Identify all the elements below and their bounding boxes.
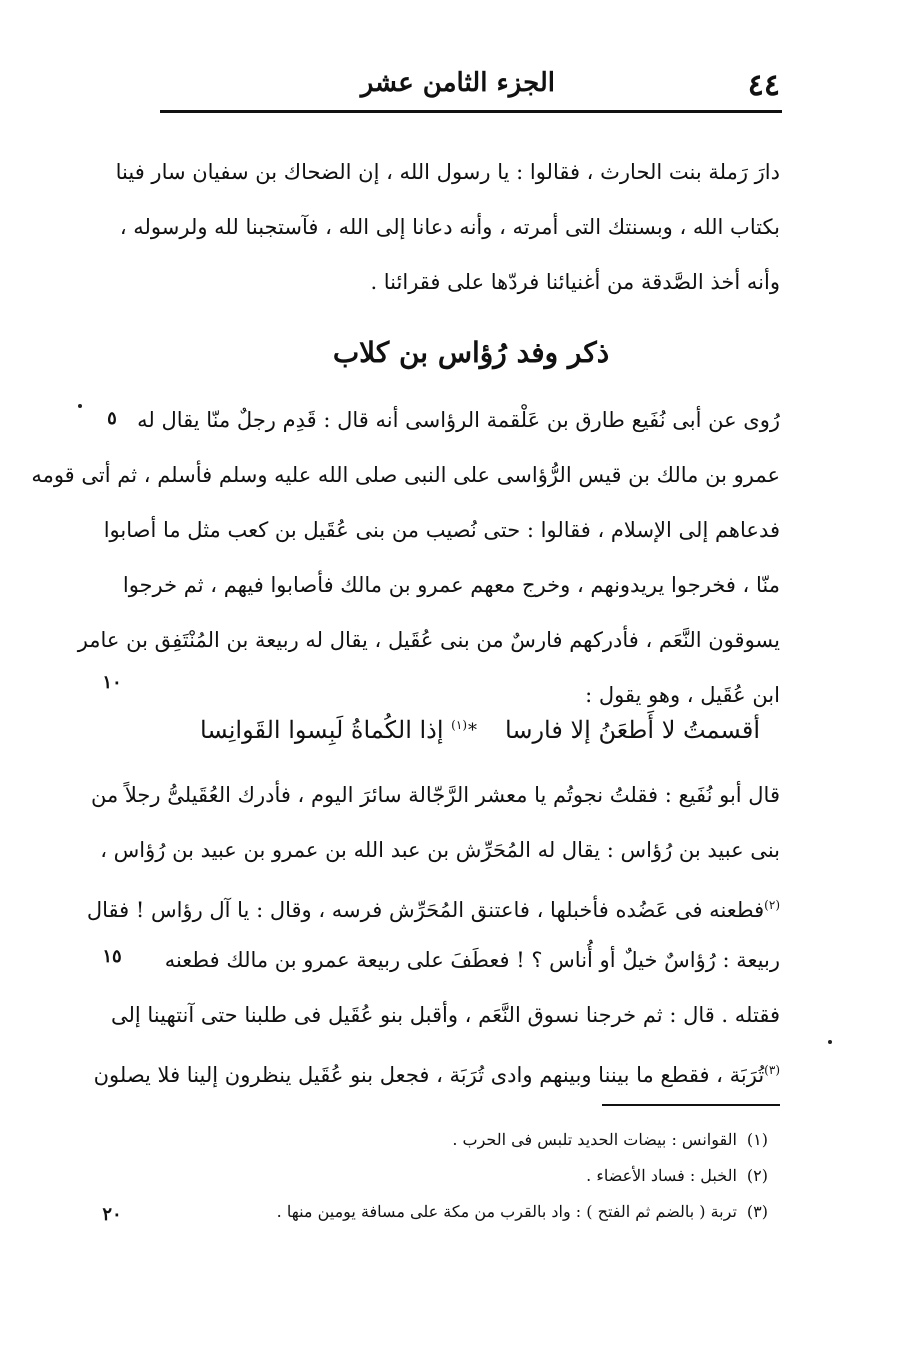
page-number: ٤٤ bbox=[747, 68, 780, 103]
poetry-verse bbox=[200, 708, 760, 758]
text-line: رُوى عن أبى نُفَيع طارق بن عَلْقمة الرؤاسى أنه قال : قَدِم رجلٌ منّا يقال له bbox=[137, 408, 780, 432]
text-line: فدعاهم إلى الإسلام ، فقالوا : حتى نُصيب من بنى عُقَيل بن كعب مثل ما أصابوا bbox=[103, 518, 780, 542]
text-line bbox=[86, 878, 780, 933]
text-line-content: تُرَبَة ، فقطع ما بيننا وبينهم وادى تُرَبَة ، فجعل بنو عُقَيل ينظرون إلينا فلا يصلون bbox=[93, 1063, 765, 1087]
footnote-marker: (١) bbox=[746, 1130, 768, 1149]
footnote-marker: (٣) bbox=[746, 1202, 768, 1221]
line-number-10: ١٠ bbox=[102, 672, 122, 693]
footnote-ref-2: (٢) bbox=[764, 898, 780, 912]
text-line: عمرو بن مالك بن قيس الرُّؤاسى على النبى صلى الله عليه وسلم فأسلم ، ثم أتى قومه bbox=[31, 463, 780, 487]
text-line bbox=[93, 1043, 780, 1098]
footnote-marker: (٢) bbox=[746, 1166, 768, 1185]
stray-dot-mark bbox=[828, 1040, 832, 1044]
text-line: بنى عبيد بن رُؤاس : يقال له المُحَرِّش بن عبد الله بن عمرو بن عبيد بن رُؤاس ، bbox=[100, 838, 780, 862]
footnote-text: الخبل : فساد الأعضاء . bbox=[586, 1166, 737, 1185]
verse-second-hemistich bbox=[200, 716, 467, 744]
line-number-20: ٢٠ bbox=[102, 1204, 122, 1225]
verse-separator: * bbox=[468, 720, 477, 741]
footnote-item bbox=[200, 1158, 768, 1194]
section-heading: ذكر وفد رُؤاس بن كلاب bbox=[332, 336, 610, 369]
header-rule bbox=[160, 110, 782, 113]
running-title: الجزء الثامن عشر bbox=[360, 68, 555, 98]
line-number-5: ٥ bbox=[107, 408, 117, 429]
footnote-ref-3: (٣) bbox=[764, 1063, 780, 1077]
stray-dot-mark bbox=[78, 404, 82, 408]
text-line: وأنه أخذ الصَّدقة من أغنيائنا فردّها على فقرائنا . bbox=[370, 270, 780, 294]
footnote-item bbox=[200, 1194, 768, 1230]
text-line: بكتاب الله ، وبسنتك التى أمرته ، وأنه دعانا إلى الله ، فآستجبنا لله ولرسوله ، bbox=[119, 215, 780, 239]
footnote-ref-1: (١) bbox=[451, 718, 467, 732]
text-line-content: فطعنه فى عَضُده فأخبلها ، فاعتنق المُحَرِّش فرسه ، وقال : يا آل رؤاس ! فقال bbox=[86, 898, 765, 922]
text-line: دارَ رَملة بنت الحارث ، فقالوا : يا رسول الله ، إن الضحاك بن سفيان سار فينا bbox=[115, 160, 780, 184]
footnote-item bbox=[200, 1122, 768, 1158]
footnote-text: تربة ( بالضم ثم الفتح ) : واد بالقرب من مكة على مسافة يومين منها . bbox=[276, 1202, 737, 1221]
text-line: يسوقون النَّعَم ، فأدركهم فارسٌ من بنى عُقَيل ، يقال له ربيعة بن المُنْتَفِق بن عامر bbox=[77, 628, 780, 652]
footnote-text: القوانس : بيضات الحديد تلبس فى الحرب . bbox=[452, 1130, 737, 1149]
page-header bbox=[160, 66, 780, 106]
text-line: فقتله . قال : ثم خرجنا نسوق النَّعَم ، وأقبل بنو عُقَيل فى طلبنا حتى آنتهينا إلى bbox=[110, 1003, 780, 1027]
footnotes bbox=[200, 1122, 768, 1230]
paragraph-1 bbox=[115, 145, 780, 310]
footnote-rule bbox=[602, 1104, 780, 1106]
text-line: منّا ، فخرجوا يريدونهم ، وخرج معهم عمرو بن مالك فأصابوا فيهم ، ثم خرجوا bbox=[122, 573, 780, 597]
verse-second-text: إذا الكُماةُ لَبِسوا القَوانِسا bbox=[200, 716, 444, 744]
verse-first-hemistich: أقسمتُ لا أَطعَنُ إلا فارسا bbox=[505, 716, 760, 744]
line-number-15: ١٥ bbox=[102, 946, 122, 967]
text-line: ربيعة : رُؤاسٌ خيلٌ أو أُناس ؟ ! فعطَفَ على ربيعة عمرو بن مالك فطعنه bbox=[164, 948, 780, 972]
text-line: ابن عُقَيل ، وهو يقول : bbox=[585, 683, 780, 707]
text-line: قال أبو نُفَيع : فقلتُ نجوتُم يا معشر الرَّجّالة سائرَ اليوم ، فأدرك العُقَيلىُّ رجلاً من bbox=[90, 783, 780, 807]
